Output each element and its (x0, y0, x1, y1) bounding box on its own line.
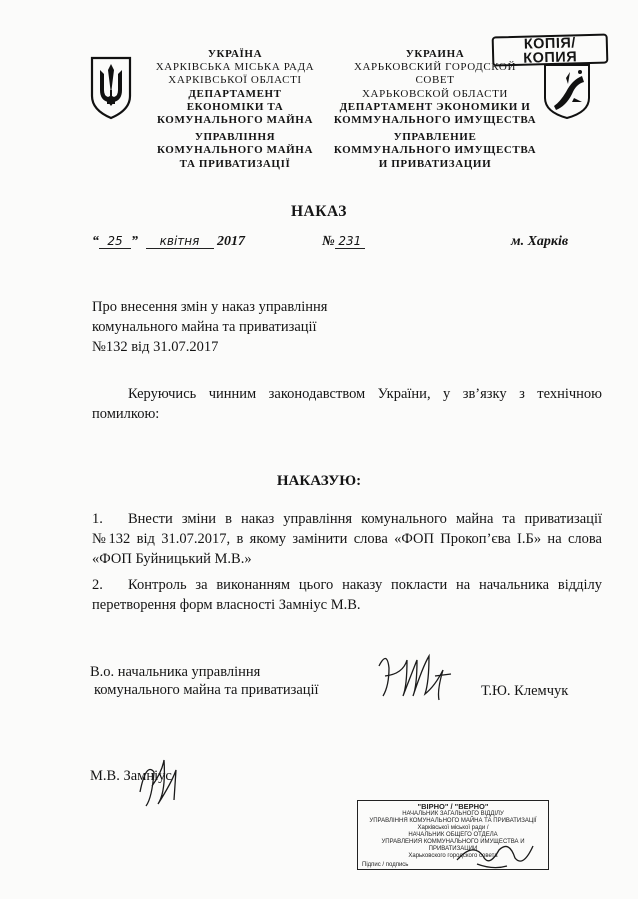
country-ua: УКРАЇНА (207, 48, 263, 60)
cert-verno: "ВІРНО" / "ВЕРНО" (417, 802, 489, 811)
dept-ua-line1: ДЕПАРТАМЕНТ (188, 87, 282, 100)
ukraine-coat-of-arms-icon (88, 56, 134, 120)
item2-line2: перетворення форм власності Замнiус М.В. (92, 597, 361, 613)
office-ua-line1: УПРАВЛІННЯ (194, 131, 276, 144)
cert-line3: Харківської міської ради / (417, 825, 489, 831)
kharkiv-emblem-icon (542, 62, 592, 120)
signatory-position-line1: В.о. начальника управління (90, 664, 261, 680)
cert-line1: НАЧАЛЬНИК ЗАГАЛЬНОГО ВІДДІЛУ (402, 811, 504, 817)
header-ukrainian (140, 48, 330, 171)
dept-ua-line3: КОМУНАЛЬНОГО МАЙНА (156, 114, 313, 127)
cert-line2: УПРАВЛІННЯ КОМУНАЛЬНОГО МАЙНА ТА ПРИВАТИЗАЦІЇ (369, 818, 537, 824)
item1-line2: №132 від 31.07.2017, в якому замінити слова «ФОП Прокоп’єва І.Б» на слова (92, 531, 602, 547)
office-ru-line2: КОММУНАЛЬНОГО ИМУЩЕСТВА (333, 144, 537, 157)
office-ua-line2: КОМУНАЛЬНОГО МАЙНА (156, 144, 313, 157)
office-ru-line1: УПРАВЛЕНИЕ (393, 131, 477, 144)
dept-ua-line2: ЕКОНОМІКИ ТА (186, 100, 284, 113)
signatory-name: Т.Ю. Клемчук (481, 683, 569, 699)
copy-stamp-line1: КОПІЯ/ (523, 35, 577, 53)
order-city: м. Харків (511, 234, 569, 249)
order-date (92, 234, 245, 250)
cert-line6: Харьковского городского совета (408, 853, 498, 859)
country-ru: УКРАИНА (405, 48, 465, 60)
date-quote-open: “ (92, 234, 99, 249)
cert-sign-label: Підпис / подпись (362, 862, 409, 868)
region-ru: ХАРЬКОВСКОЙ ОБЛАСТИ (362, 87, 508, 100)
council-ru-line2: СОВЕТ (415, 74, 455, 87)
dept-ru-line2: КОММУНАЛЬНОГО ИМУЩЕСТВА (333, 114, 537, 127)
copy-stamp-line2: КОПИЯ (523, 48, 578, 67)
office-ru-line3: И ПРИВАТИЗАЦИИ (378, 157, 492, 170)
council-ua: ХАРКІВСЬКА МІСЬКА РАДА (155, 61, 315, 74)
council-ru-line1: ХАРЬКОВСКИЙ ГОРОДСКОЙ (353, 61, 517, 74)
signatory-position-line2: комунального майна та приватизації (94, 682, 319, 698)
stamp-signature (453, 838, 537, 872)
intro-line1: Керуючись чинним законодавством України, у зв’язку з технічною (128, 386, 602, 402)
date-quote-close: ” (131, 234, 138, 249)
executor-signature (132, 752, 190, 810)
subject-line3: №132 від 31.07.2017 (92, 339, 219, 355)
office-ua-line3: ТА ПРИВАТИЗАЦІЇ (179, 157, 291, 170)
subject-line1: Про внесення змін у наказ управління (92, 299, 328, 315)
date-year: 2017 (217, 234, 245, 249)
cert-line5: УПРАВЛЕНИЯ КОММУНАЛЬНОГО ИМУЩЕСТВА И ПРИВАТИЗАЦИИ (381, 839, 525, 852)
item2-line1: Контроль за виконанням цього наказу покласти на начальника відділу (128, 577, 602, 593)
cert-line4: НАЧАЛЬНИК ОБЩЕГО ОТДЕЛА (408, 832, 498, 838)
order-number (322, 234, 365, 250)
intro-line2: помилкою: (92, 406, 160, 422)
executor-name: М.В. Замніус (90, 768, 172, 784)
item1-line3: «ФОП Буйницький М.В.» (92, 551, 252, 567)
order-number-prefix: № (322, 234, 335, 249)
order-heading: НАКАЗУЮ: (276, 473, 362, 489)
order-subject (92, 297, 327, 357)
subject-line2: комунального майна та приватизації (92, 319, 317, 335)
date-month: квітня (146, 234, 214, 249)
date-day: 25 (99, 234, 131, 249)
order-number-value: 231 (335, 234, 365, 249)
header-russian (322, 48, 548, 171)
item1-line1: Внести зміни в наказ управління комунального майна та приватизації (128, 511, 602, 527)
document-title: НАКАЗ (291, 203, 347, 220)
handwritten-signature (373, 646, 455, 704)
region-ua: ХАРКІВСЬКОЇ ОБЛАСТІ (168, 74, 302, 87)
item1-number: 1. (92, 511, 103, 527)
dept-ru-line1: ДЕПАРТАМЕНТ ЭКОНОМИКИ И (339, 100, 531, 113)
item2-number: 2. (92, 577, 103, 593)
